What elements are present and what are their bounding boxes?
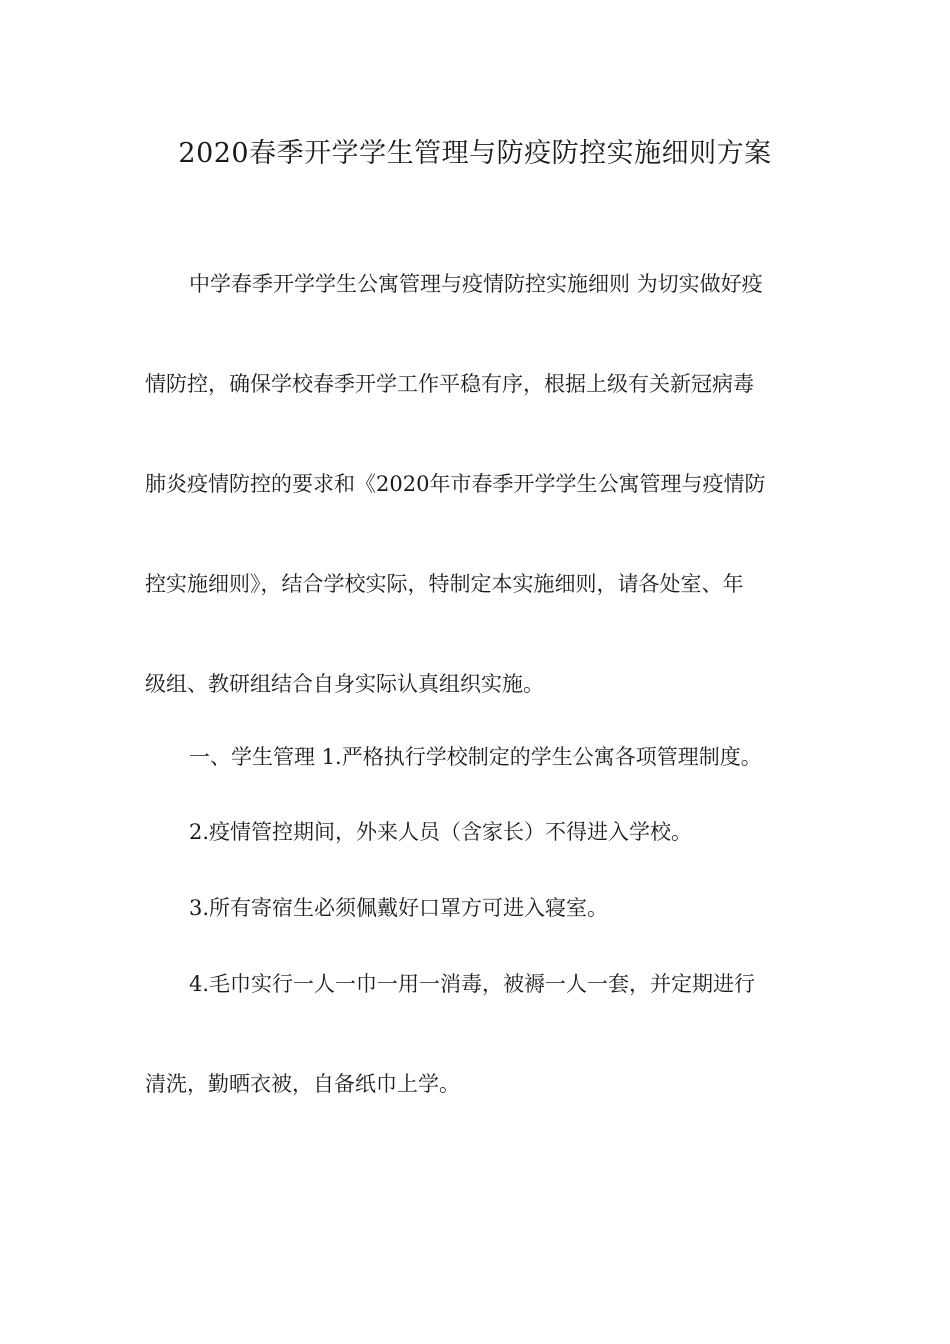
paragraph-line: 情防控，确保学校春季开学工作平稳有序，根据上级有关新冠病毒 xyxy=(145,372,754,396)
paragraph-line: 肺炎疫情防控的要求和《2020年市春季开学学生公寓管理与疫情防 xyxy=(145,472,766,496)
paragraph-line: 3.所有寄宿生必须佩戴好口罩方可进入寝室。 xyxy=(189,896,609,920)
paragraph-line: 2.疫情管控期间，外来人员（含家长）不得进入学校。 xyxy=(189,820,693,844)
paragraph-line: 清洗，勤晒衣被，自备纸巾上学。 xyxy=(145,1072,460,1096)
document-title: 2020春季开学学生管理与防疫防控实施细则方案 xyxy=(178,138,772,169)
paragraph-line: 4.毛巾实行一人一巾一用一消毒，被褥一人一套，并定期进行 xyxy=(189,972,756,996)
paragraph-line: 控实施细则》，结合学校实际，特制定本实施细则，请各处室、年 xyxy=(145,572,744,596)
paragraph-line: 级组、教研组结合自身实际认真组织实施。 xyxy=(145,672,544,696)
paragraph-line: 一、学生管理 1.严格执行学校制定的学生公寓各项管理制度。 xyxy=(189,745,762,769)
paragraph-line: 中学春季开学学生公寓管理与疫情防控实施细则 为切实做好疫 xyxy=(189,272,763,296)
